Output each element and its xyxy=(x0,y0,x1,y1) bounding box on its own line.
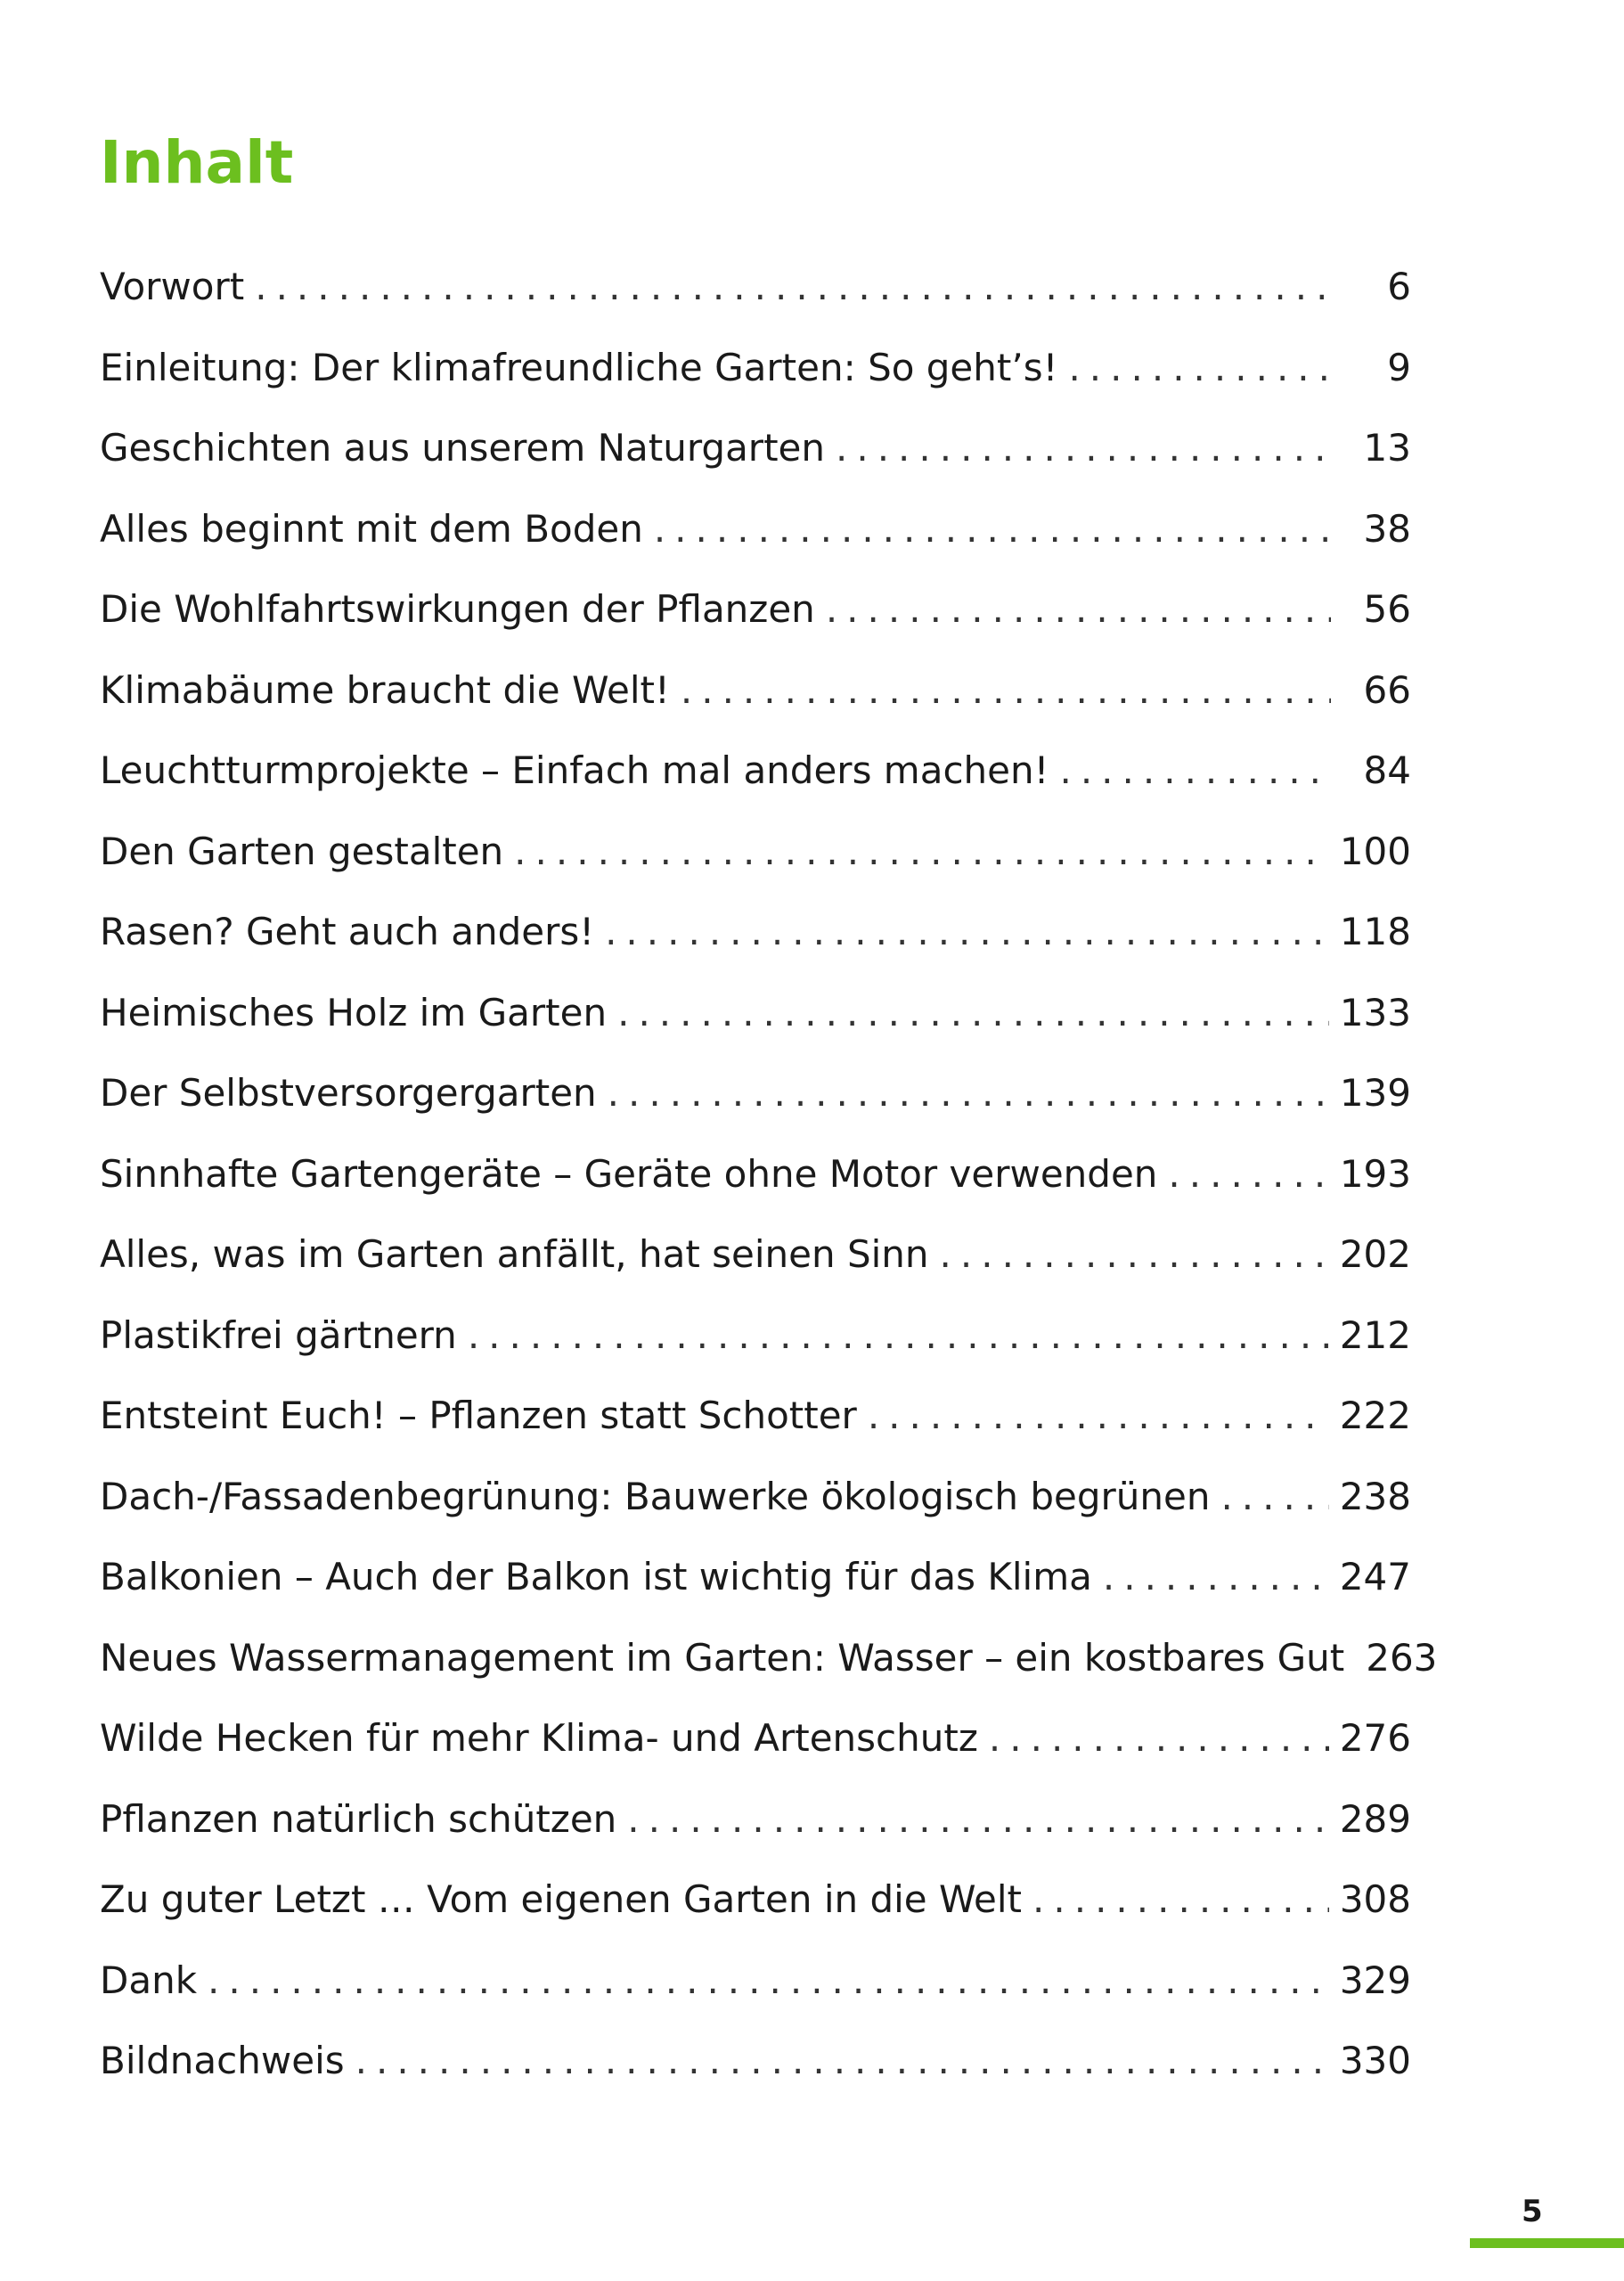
toc-entry-title: Wilde Hecken für mehr Klima- und Artenschutz xyxy=(100,1716,978,1760)
toc-entry-page: 222 xyxy=(1339,1394,1411,1437)
toc-entry-page: 329 xyxy=(1339,1958,1411,2002)
toc-entry[interactable] xyxy=(100,1067,1411,1148)
toc-entry-page: 133 xyxy=(1339,990,1411,1034)
toc-leader-dots xyxy=(940,1228,1329,1281)
toc-leader-dots xyxy=(836,421,1331,475)
page-number: 5 xyxy=(1522,2194,1543,2229)
toc-entry-title: Der Selbstversorgergarten xyxy=(100,1071,597,1115)
toc-entry-page: 9 xyxy=(1387,345,1411,389)
page-title: Inhalt xyxy=(100,128,294,197)
toc-entry-page: 247 xyxy=(1339,1555,1411,1598)
toc-entry-title: Sinnhafte Gartengeräte – Geräte ohne Motor verwenden xyxy=(100,1151,1158,1196)
toc-entry[interactable] xyxy=(100,583,1411,664)
toc-entry-page: 6 xyxy=(1387,265,1411,308)
toc-entry-page: 56 xyxy=(1363,587,1411,631)
toc-entry-title: Alles beginnt mit dem Boden xyxy=(100,506,643,551)
toc-entry-page: 212 xyxy=(1339,1312,1411,1357)
toc-entry[interactable] xyxy=(100,1550,1411,1631)
toc-leader-dots xyxy=(468,1309,1329,1362)
toc-entry-page: 276 xyxy=(1339,1716,1411,1760)
toc-entry[interactable] xyxy=(100,2034,1411,2115)
toc-entry-page: 289 xyxy=(1339,1796,1411,1841)
toc-entry[interactable] xyxy=(100,1470,1411,1551)
toc-entry-title: Geschichten aus unserem Naturgarten xyxy=(100,426,825,470)
toc-leader-dots xyxy=(208,1954,1329,2007)
toc-entry-title: Balkonien – Auch der Balkon ist wichtig für das Klima xyxy=(100,1555,1092,1598)
toc-entry-page: 66 xyxy=(1363,667,1411,712)
toc-entry-page: 100 xyxy=(1339,829,1411,873)
toc-entry[interactable] xyxy=(100,421,1411,503)
toc-entry-title: Plastikfrei gärtnern xyxy=(100,1312,457,1357)
toc-entry-page: 263 xyxy=(1366,1635,1438,1680)
toc-entry-page: 202 xyxy=(1339,1232,1411,1276)
toc-leader-dots xyxy=(1068,341,1331,395)
toc-leader-dots xyxy=(355,2034,1329,2088)
toc-entry-title: Den Garten gestalten xyxy=(100,829,504,873)
toc-entry-page: 139 xyxy=(1339,1071,1411,1115)
toc-entry-page: 238 xyxy=(1339,1474,1411,1518)
toc-leader-dots xyxy=(514,825,1329,879)
toc-entry-page: 193 xyxy=(1339,1151,1411,1196)
toc-entry[interactable] xyxy=(100,1712,1411,1793)
toc-entry[interactable] xyxy=(100,825,1411,906)
toc-entry-title: Entsteint Euch! – Pflanzen statt Schotter xyxy=(100,1394,857,1437)
toc-leader-dots xyxy=(1168,1148,1328,1201)
toc-leader-dots xyxy=(681,664,1331,717)
toc-entry-page: 118 xyxy=(1339,910,1411,953)
toc-entry[interactable] xyxy=(100,341,1411,422)
toc-leader-dots xyxy=(826,583,1331,636)
toc-entry-title: Klimabäume braucht die Welt! xyxy=(100,667,670,712)
toc-entry-title: Dach-/Fassadenbegrünung: Bauwerke ökologisch begrünen xyxy=(100,1474,1211,1518)
toc-leader-dots xyxy=(255,260,1331,314)
toc-entry[interactable] xyxy=(100,1954,1411,2035)
toc-entry[interactable] xyxy=(100,1873,1411,1954)
toc-entry-title: Heimisches Holz im Garten xyxy=(100,990,608,1034)
toc-entry-title: Rasen? Geht auch anders! xyxy=(100,910,595,953)
toc-entry-page: 38 xyxy=(1363,506,1411,551)
toc-entry[interactable] xyxy=(100,986,1411,1067)
toc-entry-page: 13 xyxy=(1363,426,1411,470)
toc-entry-page: 84 xyxy=(1363,748,1411,792)
toc-leader-dots xyxy=(868,1389,1329,1443)
toc-entry[interactable] xyxy=(100,664,1411,745)
toc-entry[interactable] xyxy=(100,744,1411,825)
toc-leader-dots xyxy=(1032,1873,1329,1926)
toc-entry-title: Pflanzen natürlich schützen xyxy=(100,1796,617,1841)
toc-leader-dots xyxy=(989,1712,1329,1765)
page-accent-bar xyxy=(1470,2238,1624,2248)
toc-leader-dots xyxy=(1059,744,1331,797)
toc-entry-title: Dank xyxy=(100,1958,198,2002)
toc-leader-dots xyxy=(1103,1550,1329,1604)
toc-entry[interactable] xyxy=(100,1793,1411,1874)
toc-entry-title: Alles, was im Garten anfällt, hat seinen Sinn xyxy=(100,1232,929,1276)
toc-entry-page: 308 xyxy=(1339,1877,1411,1921)
toc-entry[interactable] xyxy=(100,1631,1438,1713)
toc-entry[interactable] xyxy=(100,1148,1411,1229)
toc-leader-dots xyxy=(605,905,1329,959)
toc-entry[interactable] xyxy=(100,905,1411,986)
toc-leader-dots xyxy=(608,1067,1329,1120)
toc-entry-title: Leuchtturmprojekte – Einfach mal anders machen! xyxy=(100,748,1049,792)
toc-entry[interactable] xyxy=(100,503,1411,584)
toc-entry[interactable] xyxy=(100,1309,1411,1390)
toc-entry[interactable] xyxy=(100,260,1411,341)
toc-entry-title: Vorwort xyxy=(100,265,245,308)
toc-entry-title: Neues Wassermanagement im Garten: Wasser – ein kostbares Gut xyxy=(100,1635,1345,1680)
toc-entry-page: 330 xyxy=(1339,2039,1411,2082)
table-of-contents xyxy=(100,260,1438,2115)
toc-entry-title: Einleitung: Der klimafreundliche Garten: So geht’s! xyxy=(100,345,1058,389)
toc-leader-dots xyxy=(617,986,1329,1040)
toc-leader-dots xyxy=(627,1793,1329,1846)
toc-entry[interactable] xyxy=(100,1389,1411,1470)
toc-entry-title: Die Wohlfahrtswirkungen der Pflanzen xyxy=(100,587,815,631)
toc-entry[interactable] xyxy=(100,1228,1411,1309)
toc-entry-title: Bildnachweis xyxy=(100,2039,345,2082)
toc-leader-dots xyxy=(1220,1470,1328,1524)
toc-entry-title: Zu guter Letzt … Vom eigenen Garten in die Welt xyxy=(100,1877,1023,1921)
toc-leader-dots xyxy=(654,503,1331,556)
